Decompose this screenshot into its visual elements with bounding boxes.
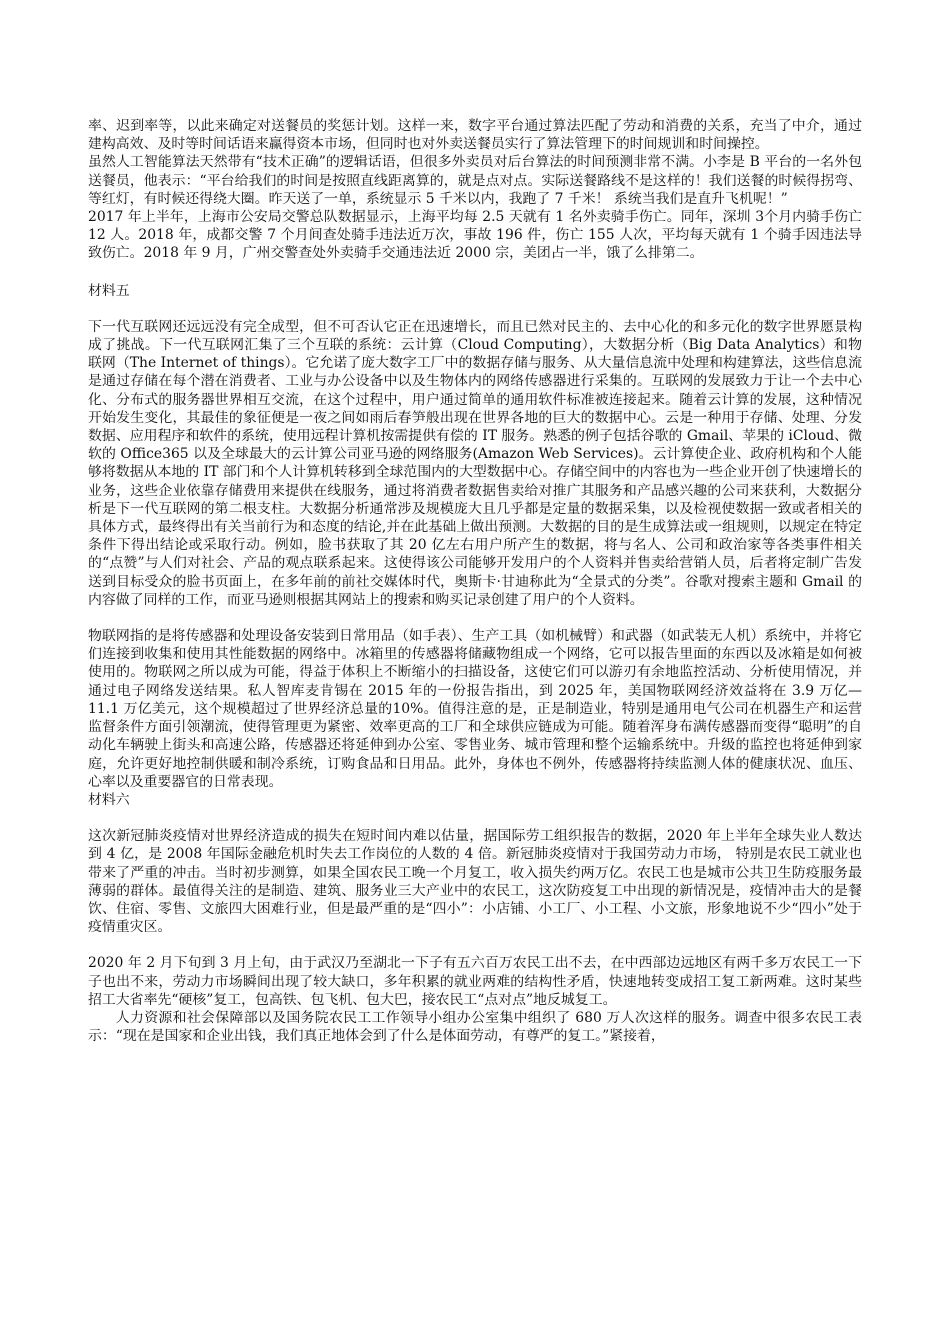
heading-material-five: 材料五 [88, 282, 130, 299]
paragraph-pandemic-impact: 这次新冠肺炎疫情对世界经济造成的损失在短时间内难以估量，据国际劳工组织报告的数据，2020 年上半年全球失业人数达到 4 亿，是 2008 年国际金融危机时失去工作岗位的人数的 4 倍。新冠肺炎疫情对于我国劳动力市场， 特别是农民工就业也带来了严重的冲击。当时初步测算，如果全国农民工晚一个月复工，收入损失约两万亿。农民工也是城市公共卫生防疫服务最薄弱的群体。最值得关注的是制造、建筑、服务业三大产业中的农民工，这次防疫复工中出现的新情况是，疫情冲击大的是餐饮、住宿、零售、文旅四大困难行业，但是最严重的是“四小”：小店铺、小工厂、小工程、小文旅，形象地说不少“四小”处于疫情重灾区。 [88, 828, 862, 936]
heading-material-six: 材料六 [88, 791, 130, 808]
paragraph-next-gen-internet: 下一代互联网还远远没有完全成型，但不可否认它正在迅速增长，而且已然对民主的、去中心化的和多元化的数字世界愿景构成了挑战。下一代互联网汇集了三个互联的系统：云计算（Cloud Computing），大数据分析（Big Data Analytics）和物联网（The Internet of things）。它允诺了庞大数字工厂中的数据存储与服务、从大量信息流中处理和构建算法，这些信息流是通过存储在每个潜在消费者、工业与办公设备中以及生物体内的网络传感器进行采集的。互联网的发展致力于让一个去中心化、分布式的服务器世界相互交流，在这个过程中，用户通过简单的通用软件标准被连接起来。随着云计算的发展，这种情况开始发生变化，其最佳的象征便是一夜之间如雨后春笋般出现在世界各地的巨大的数据中心。云是一种用于存储、处理、分发数据、应用程序和软件的系统，使用远程计算机按需提供有偿的 IT 服务。熟悉的例子包括谷歌的 Gmail、苹果的 iCloud、微软的 Office365 以及全球最大的云计算公司亚马逊的网络服务(Amazon Web Services)。云计算使企业、政府机构和个人能够将数据从本地的 IT 部门和个人计算机转移到全球范围内的大型数据中心。存储空间中的内容也为一些企业开创了快速增长的业务，这些企业依靠存储费用来提供在线服务，通过将消费者数据售卖给对推广其服务和产品感兴趣的公司来获利，大数据分析是下一代互联网的第二根支柱。大数据分析通常涉及规模庞大且几乎都是定量的数据采集，以及检视使数据一致或者相关的具体方式，最终得出有关当前行为和态度的结论,并在此基础上做出预测。大数据的目的是生成算法或一组规则，以规定在特定条件下得出结论或采取行动。例如，脸书获取了其 20 亿左右用户所产生的数据，将与名人、公司和政治家等各类事件相关的“点赞”与人们对社会、产品的观点联系起来。这使得该公司能够开发用户的个人资料并售卖给营销人员，后者将定制广告发送到目标受众的脸书页面上，在多年前的前社交媒体时代，奥斯卡·甘迪称此为“全景式的分类”。谷歌对搜索主题和 Gmail 的内容做了同样的工作，而亚马逊则根据其网站上的搜索和购买记录创建了用户的个人资料。 [88, 318, 862, 608]
paragraph-migrant-workers-return: 2020 年 2 月下旬到 3 月上旬，由于武汉乃至湖北一下子有五六百万农民工出不去，在中西部边远地区有两千多万农民工一下子也出不来，劳动力市场瞬间出现了较大缺口，多年积累的就业两难的结构性矛盾，快速地转变成招工复工新两难。这时某些招工大省率先“硬核”复工，包高铁、包飞机、包大巴，接农民工“点对点”地反城复工。 [88, 955, 862, 1008]
paragraph-delivery-algorithm: 率、迟到率等，以此来确定对送餐员的奖惩计划。这样一来，数字平台通过算法匹配了劳动和消费的关系，充当了中介，通过建构高效、及时等时间话语来赢得资本市场，但同时也对外卖送餐员实行了算法管理下的时间规训和时间操控。 [88, 118, 862, 153]
paragraph-accident-statistics: 2017 年上半年，上海市公安局交警总队数据显示，上海平均每 2.5 天就有 1 名外卖骑手伤亡。同年，深圳 3个月内骑手伤亡 12 人。2018 年，成都交警 7 个月间查处骑手违法近万次，事故 196 件，伤亡 155 人次，平均每天就有 1 个骑手因违法导致伤亡。2018 年 9 月，广州交警查处外卖骑手交通违法近 2000 宗，美团占一半，饿了么排第二。 [88, 209, 862, 262]
paragraph-internet-of-things: 物联网指的是将传感器和处理设备安装到日常用品（如手表）、生产工具（如机械臂）和武器（如武装无人机）系统中，并将它们连接到收集和使用其性能数据的网络中。冰箱里的传感器将储藏物组成一个网络，它可以报告里面的东西以及冰箱是如何被使用的。物联网之所以成为可能，得益于体积上不断缩小的扫描设备，这使它们可以游刃有余地监控活动、分析使用情况，并通过电子网络发送结果。私人智库麦肯锡在 2015 年的一份报告指出，到 2025 年，美国物联网经济效益将在 3.9 万亿—11.1 万亿美元，这个规模超过了世界经济总量的10%。值得注意的是，正是制造业，特别是通用电气公司在机器生产和运营监督条件方面引领潮流，使得管理更为紧密、效率更高的工厂和全球供应链成为可能。随着浑身布满传感器而变得“聪明”的自动化车辆驶上街头和高速公路，传感器还将延伸到办公室、零售业务、城市管理和整个运输系统中。升级的监控也将延伸到家庭，允许更好地控制供暖和制冷系统，订购食品和日用品。此外，身体也不例外，传感器将持续监测人体的健康状况、血压、心率以及重要器官的日常表现。 [88, 628, 862, 790]
paragraph-ministry-services: 人力资源和社会保障部以及国务院农民工工作领导小组办公室集中组织了 680 万人次这样的服务。调查中很多农民工表示：“现在是国家和企业出钱，我们真正地体会到了什么是体面劳动，有尊严的复工。”紧接着， [88, 1009, 862, 1045]
paragraph-rider-complaint: 虽然人工智能算法天然带有“技术正确”的逻辑话语，但很多外卖员对后台算法的时间预测非常不满。小李是 B 平台的一名外包送餐员，他表示：“平台给我们的时间是按照直线距离算的，就是点对点。实际送餐路线不是这样的！我们送餐的时候得拐弯、等红灯，有时候还得绕大圈。昨天送了一单，系统显示 5 千米以内，我跑了 7 千米！ 系统当我们是直升飞机呢！” [88, 154, 862, 207]
